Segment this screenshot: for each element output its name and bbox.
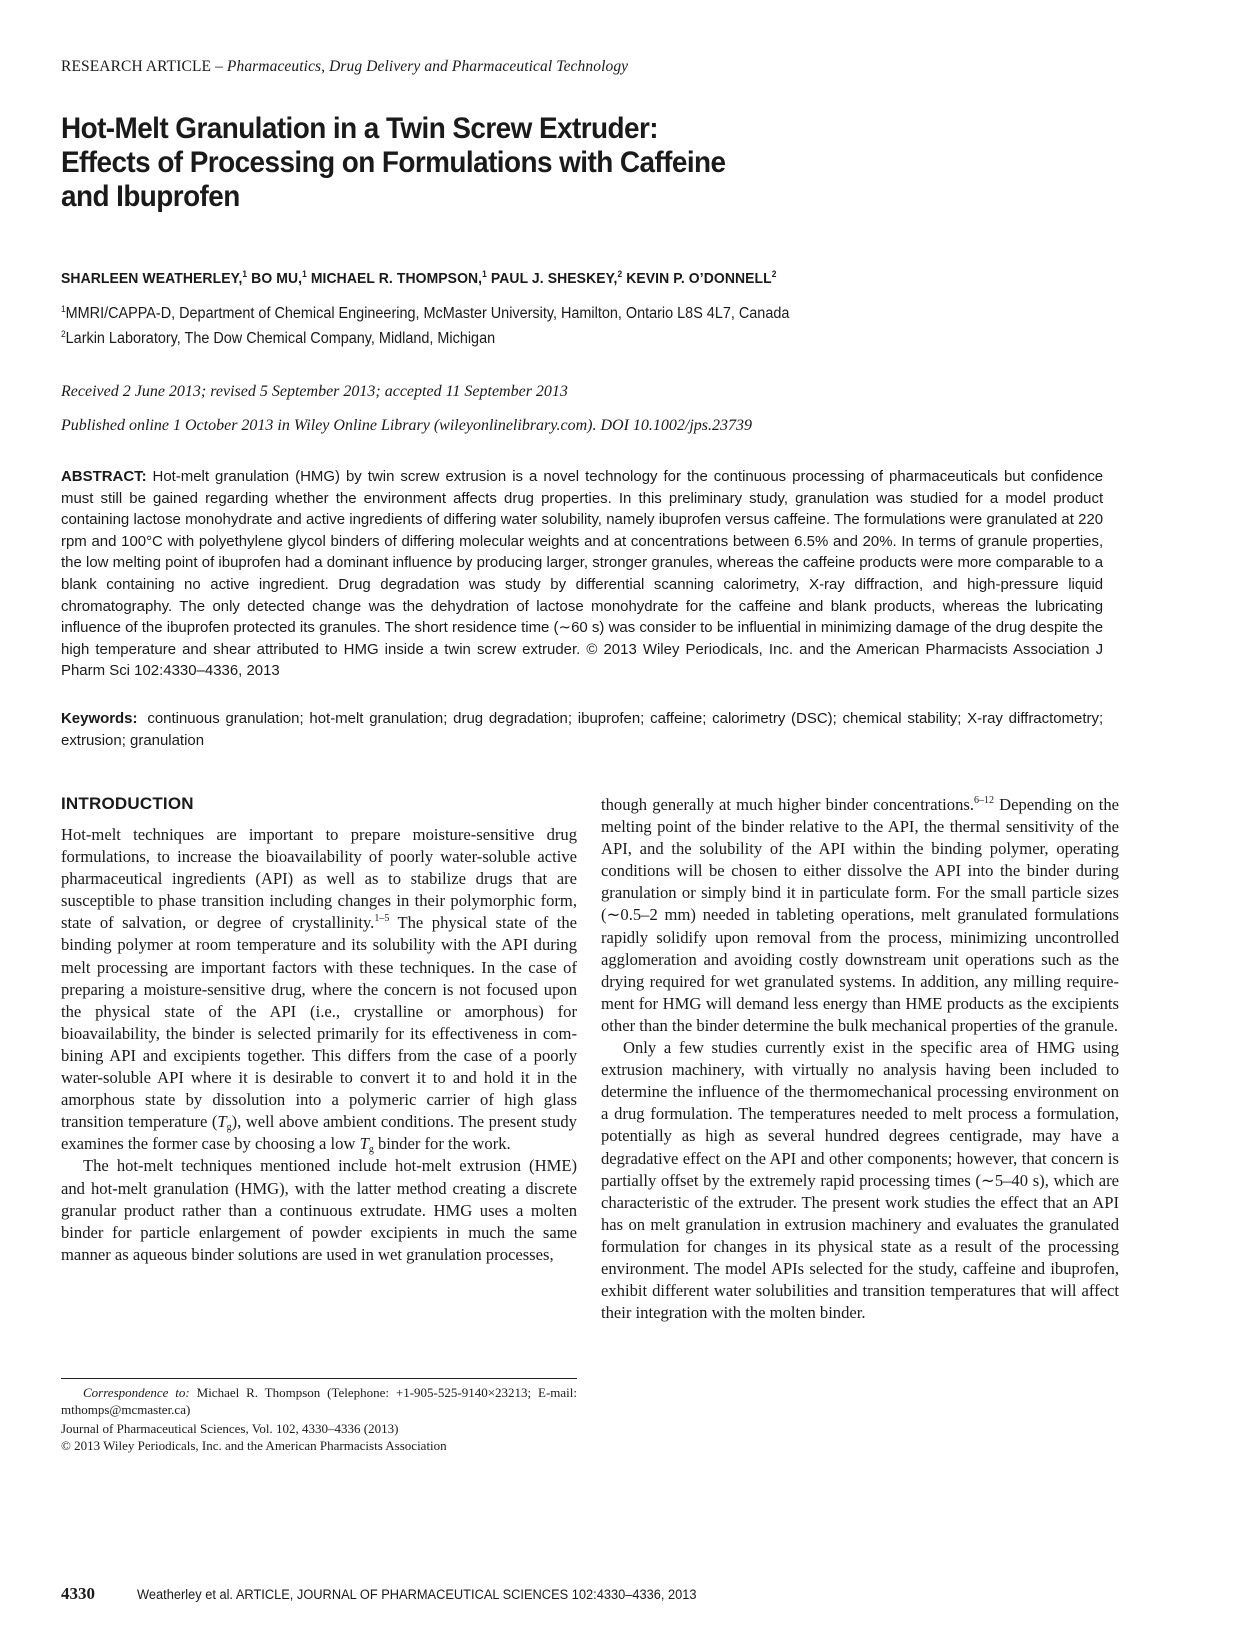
correspondence-footnote xyxy=(61,1384,577,1418)
affiliation-id: 2 xyxy=(61,329,66,339)
citation-ref: 1–5 xyxy=(374,913,390,925)
affiliation-2 xyxy=(61,330,495,348)
author-name: SHARLEEN WEATHERLEY, xyxy=(61,270,243,287)
footnote-divider xyxy=(61,1378,577,1379)
text-run: binder for the work. xyxy=(373,1134,511,1154)
author-name: PAUL J. SHESKEY, xyxy=(490,270,618,287)
abstract-label: ABSTRACT: xyxy=(61,468,147,485)
correspondence-text: Michael R. Thompson (Telephone: +1-905-525-9140×23213; E-mail: mthomps@mcmaster.ca) xyxy=(61,1385,577,1417)
author-affil-mark: 2 xyxy=(771,269,777,279)
author-affil-mark: 1 xyxy=(482,269,487,279)
abstract-text: Hot-melt granulation (HMG) by twin screw extrusion is a novel technology for the continuous processing of pharmaceuticals but confidence must still be gained regarding whether the environment affects drug properties. In this preliminary study, granulation was studied for a model product containing lactose monohydrate and active ingredients of differing water solubility, namely ibuprofen versus caffeine. The formulations were granulated at 220 rpm and 100°C with polyethylene glycol binders of differing molecular weights and at concentrations between 6.5% and 20%. In terms of granule properties, the low melting point of ibuprofen had a dominant influence by producing larger, stronger granules, whereas the caffeine products were more comparable to a blank containing no active ingredient. Drug degradation was study by differential scanning calorimetry, X-ray diffraction, and high-pressure liquid chromatography. The only detected change was the dehydration of lactose monohydrate for the caffeine and blank products, whereas the lubricating influence of the ibuprofen protected its granules. The short residence time (∼60 s) was consider to be influential in minimizing damage of the drug despite the high temperature and shear attributed to HMG inside a twin screw extruder. © 2013 Wiley Periodicals, Inc. and the American Pharmacists Association J Pharm Sci 102:4330–4336, 2013 xyxy=(61,468,1104,680)
page-footer xyxy=(61,1584,726,1604)
article-type: RESEARCH ARTICLE xyxy=(61,58,212,75)
author-name: MICHAEL R. THOMPSON, xyxy=(310,270,483,287)
author-name: KEVIN P. O’DONNELL xyxy=(626,270,772,287)
text-run: though generally at much higher binder concentrations. xyxy=(601,795,974,814)
keywords-text: continuous granulation; hot-melt granulation; drug degradation; ibuprofen; caffeine; calorimetry (DSC); chemical stability; X-ray diffractometry; extrusion; granulation xyxy=(61,710,1104,749)
article-title xyxy=(61,112,898,214)
title-line-2: Effects of Processing on Formulations with Caffeine xyxy=(61,146,726,179)
text-run: The physical state of the binding polymer at room temperature and its solubility with the API during melt processing are important factors with these techniques. In the case of preparing a moisture-sensitive drug, where the concern is not focused upon the physical state of the API (i.e., crystalline or amorphous) for bioavailability, the binder is selected primarily for its effectiveness in combining API and excipients together. This differs from the case of a poorly water-soluble API where it is desirable to convert it to and hold it in the amorphous state by dissolution into a polymeric carrier of high glass transition temperature ( xyxy=(61,913,577,1132)
keywords xyxy=(61,708,1103,751)
journal-section-header xyxy=(61,58,628,76)
affiliation-text: Larkin Laboratory, The Dow Chemical Company, Midland, Michigan xyxy=(65,330,496,347)
author-affil-mark: 1 xyxy=(242,269,248,279)
received-dates: Received 2 June 2013; revised 5 September 2013; accepted 11 September 2013 xyxy=(61,383,568,400)
copyright-notice: © 2013 Wiley Periodicals, Inc. and the American Pharmacists Association xyxy=(61,1438,447,1453)
journal-footnote xyxy=(61,1420,577,1454)
tg-subscript: g xyxy=(368,1144,374,1156)
page-number: 4330 xyxy=(61,1584,95,1603)
affiliation-id: 1 xyxy=(61,304,66,314)
intro-paragraph-3: Only a few studies currently exist in the specific area of HMG using extrusion machinery, with virtually no analysis having been included to determine the influence of the thermomechanical processing environment on a drug formulation. The temperatures needed to melt process a formulation, potentially as high as several hundred degrees centigrade, may have a degradative effect on the API and other components; however, that concern is partially offset by the extremely rapid processing times (∼5–40 s), which are characteristic of the extruder. The present work studies the effect that an API has on melt granulation in extrusion machinery and evaluates the granulated formulation for changes in its physical state as a result of the processing environment. The model APIs selected for the study, caffeine and ibuprofen, exhibit different water solubilities and transition temperatures that will affect their integration with the molten binder. xyxy=(601,1038,1119,1323)
affiliation-text: MMRI/CAPPA-D, Department of Chemical Engineering, McMaster University, Hamilton, Ontario L8S 4L7, Canada xyxy=(65,305,790,322)
section-heading-introduction: INTRODUCTION xyxy=(61,794,194,813)
text-run: Hot-melt techniques are important to prepare moisture-sensitive drug formulations, to increase the bioavailability of poorly water-soluble active pharmaceutical ingredients (API) as well as to stabilize drugs that are susceptible to phase transition including changes in their polymorphic form, state of salvation, or degree of crystallinity. xyxy=(61,825,577,933)
abstract xyxy=(61,466,1103,682)
header-separator: – xyxy=(211,58,227,75)
title-line-3: and Ibuprofen xyxy=(61,180,240,213)
running-footer: Weatherley et al. ARTICLE, JOURNAL OF PHARMACEUTICAL SCIENCES 102:4330–4336, 2013 xyxy=(137,1587,697,1602)
tg-subscript: g xyxy=(226,1122,232,1134)
author-affil-mark: 2 xyxy=(617,269,623,279)
text-run: ), well above ambient conditions. The present study examines the former case by choosing a low xyxy=(61,1112,577,1154)
intro-paragraph-1 xyxy=(61,824,577,1155)
body-column-left xyxy=(61,793,577,1266)
text-run: Depending on the melting point of the binder relative to the API, the thermal sensitivity of the API, and the solubility of the API within the binding polymer, operating conditions will be chosen to either dissolve the API into the binder during granulation or simply bind it in particulate form. For the small particle sizes (∼0.5–2 mm) needed in tableting operations, melt granulated formulations rapidly solidify upon removal from the process, minimizing uncontrolled agglomeration and avoiding costly downstream unit operations such as the drying required for wet granulated systems. In addition, any milling requirement for HMG will demand less energy than HME products as the excipients other than the binder determine the bulk mechanical properties of the granule. xyxy=(601,795,1119,1035)
journal-citation: Journal of Pharmaceutical Sciences, Vol. 102, 4330–4336 (2013) xyxy=(61,1421,399,1436)
correspondence-label: Correspondence to: xyxy=(83,1385,190,1400)
author-list xyxy=(61,270,777,287)
affiliation-1 xyxy=(61,305,789,323)
publication-info: Published online 1 October 2013 in Wiley Online Library (wileyonlinelibrary.com). DOI 10.1002/jps.23739 xyxy=(61,417,753,434)
citation-ref: 6–12 xyxy=(974,795,994,806)
author-name: BO MU, xyxy=(251,270,303,287)
journal-section: Pharmaceutics, Drug Delivery and Pharmaceutical Technology xyxy=(226,58,629,75)
intro-paragraph-2: The hot-melt techniques mentioned include hot-melt extrusion (HME) and hot-melt granulation (HMG), with the latter method creating a discrete granular product rather than a continuous extrudate. HMG uses a molten binder for particle enlargement of powder excipients in much the same manner as aqueous binder solutions are used in wet granulation processes, xyxy=(61,1156,577,1264)
keywords-label: Keywords: xyxy=(61,710,138,727)
title-line-1: Hot-Melt Granulation in a Twin Screw Extruder: xyxy=(61,112,658,145)
tg-symbol: T xyxy=(359,1134,369,1154)
tg-symbol: T xyxy=(217,1112,227,1132)
body-column-right xyxy=(601,794,1119,1324)
intro-paragraph-2-continued xyxy=(601,794,1119,1037)
author-affil-mark: 1 xyxy=(302,269,307,279)
